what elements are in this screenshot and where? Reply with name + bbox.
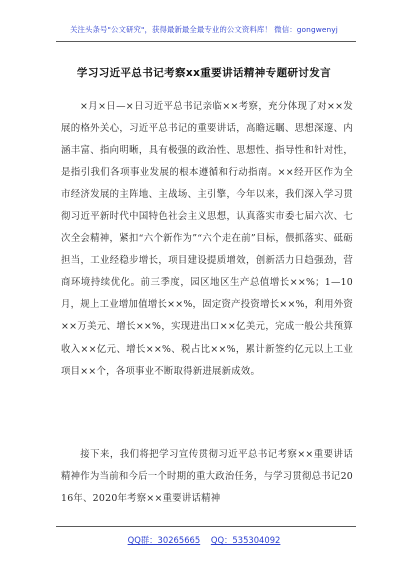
qq-contact-link[interactable]: QQ：535304092	[210, 535, 281, 545]
footer-divider	[56, 526, 356, 527]
qq-group-link[interactable]: QQ群：30265665	[127, 535, 201, 545]
body-paragraph-1	[61, 96, 353, 383]
body-paragraph-2	[61, 444, 353, 510]
paragraph-text: ×月×日—×日习近平总书记亲临××考察，充分体现了对××发展的格外关心，习近平总书记的重要讲话，高瞻远瞩、思想深邃、内涵丰富、指向明晰，具有极强的政治性、思想性、指导性和针对性，是指引我们各项事业发展的根本遵循和行动指南。××经开区作为全市经济发展的主阵地、主战场、主引擎，今年以来，我们深入学习贯彻习近平新时代中国特色社会主义思想，认真落实市委七届六次、七次全会精神，紧扣“六个新作为”“六个走在前”目标，偎抓落实、砥砺担当，工业经稳步增长，项目建设提质增效，创新活力日趋强劲，营商环境持续优化。前三季度，园区地区生产总值增长××%；1—10月，规上工业增加值增长××%，固定资产投资增长××%，利用外资××万美元、增长××%，实现进出口××亿美元，完成一般公共预算收入××亿元、增长××%、税占比××%，累计新签约亿元以上工业项目××个，各项事业不断取得新进展新成效。	[61, 101, 353, 377]
paragraph-text: 接下来，我们将把学习宣传贯彻习近平总书记考察××重要讲话精神作为当前和今后一个时期的重大政治任务，与学习贯彻总书记2016年、2020年考察××重要讲话精神	[61, 449, 353, 505]
header-banner[interactable]: 关注头条号"公文研究"，获得最新最全最专业的公文资料库！ 微信：gongwenyj	[70, 25, 338, 34]
footer-contacts	[0, 534, 408, 546]
document-title: 学习习近平总书记考察xx重要讲话精神专题研讨发言	[76, 67, 332, 79]
header-divider	[56, 41, 356, 42]
